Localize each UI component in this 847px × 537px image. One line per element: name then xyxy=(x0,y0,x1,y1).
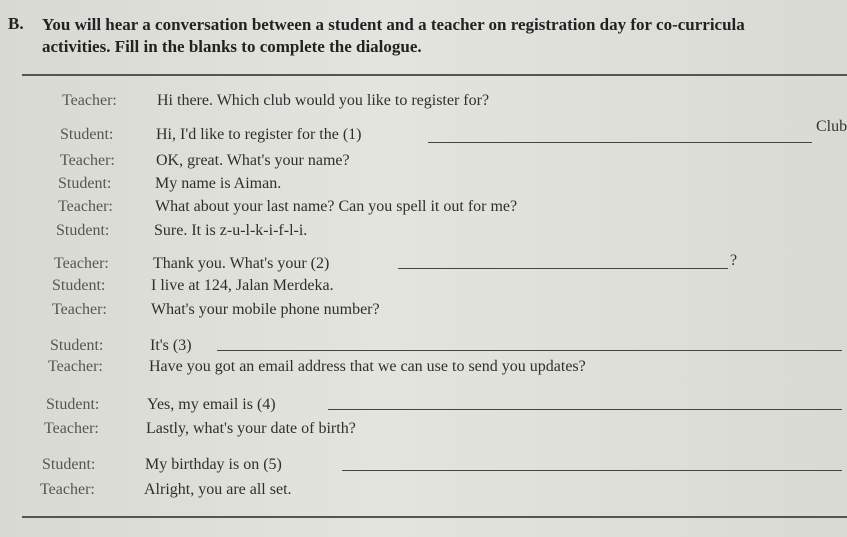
speaker-label: Student: xyxy=(50,337,104,354)
dialogue-box-bottom-border xyxy=(22,516,847,518)
answer-blank-4[interactable] xyxy=(328,409,842,410)
speaker-label: Teacher: xyxy=(48,358,103,375)
speaker-label: Teacher: xyxy=(58,198,113,215)
speech-text: My name is Aiman. xyxy=(155,175,282,192)
speech-text: Alright, you are all set. xyxy=(144,481,292,498)
speech-text: What's your mobile phone number? xyxy=(151,301,380,318)
speech-text: My birthday is on (5) xyxy=(145,456,282,473)
instruction-line-1: You will hear a conversation between a student and a teacher on registration day for co-curricula xyxy=(42,15,745,34)
speech-text: Lastly, what's your date of birth? xyxy=(146,420,356,437)
speech-text: Yes, my email is (4) xyxy=(147,396,276,413)
answer-blank-2[interactable] xyxy=(398,268,728,269)
speaker-label: Teacher: xyxy=(40,481,95,498)
speaker-label: Teacher: xyxy=(60,152,115,169)
answer-blank-5[interactable] xyxy=(342,470,842,471)
speaker-label: Student: xyxy=(46,396,100,413)
dialogue-box-top-border xyxy=(22,74,847,76)
question-instruction xyxy=(42,14,842,58)
speech-text: Thank you. What's your (2) xyxy=(153,255,330,272)
speech-text: I live at 124, Jalan Merdeka. xyxy=(151,277,334,294)
answer-blank-1[interactable] xyxy=(428,142,812,143)
speaker-label: Student: xyxy=(42,456,96,473)
speech-text: Have you got an email address that we can use to send you updates? xyxy=(149,358,586,375)
speech-text: Hi there. Which club would you like to register for? xyxy=(157,92,490,109)
speaker-label: Student: xyxy=(56,222,110,239)
speech-text: OK, great. What's your name? xyxy=(156,152,350,169)
speaker-label: Student: xyxy=(60,126,114,143)
speech-text: Hi, I'd like to register for the (1) xyxy=(156,126,362,143)
speaker-label: Teacher: xyxy=(44,420,99,437)
speaker-label: Student: xyxy=(58,175,112,192)
speech-text: What about your last name? Can you spell it out for me? xyxy=(155,198,518,215)
speaker-label: Teacher: xyxy=(62,92,117,109)
question-number: B. xyxy=(8,14,24,33)
instruction-line-2: activities. Fill in the blanks to complete the dialogue. xyxy=(42,37,422,56)
answer-blank-3[interactable] xyxy=(217,350,842,351)
blank-suffix-1: Club xyxy=(816,118,847,135)
speaker-label: Teacher: xyxy=(52,301,107,318)
blank-suffix-2: ? xyxy=(730,252,738,269)
speaker-label: Teacher: xyxy=(54,255,109,272)
speech-text: Sure. It is z-u-l-k-i-f-l-i. xyxy=(154,222,308,239)
speaker-label: Student: xyxy=(52,277,106,294)
speech-text: It's (3) xyxy=(150,337,192,354)
